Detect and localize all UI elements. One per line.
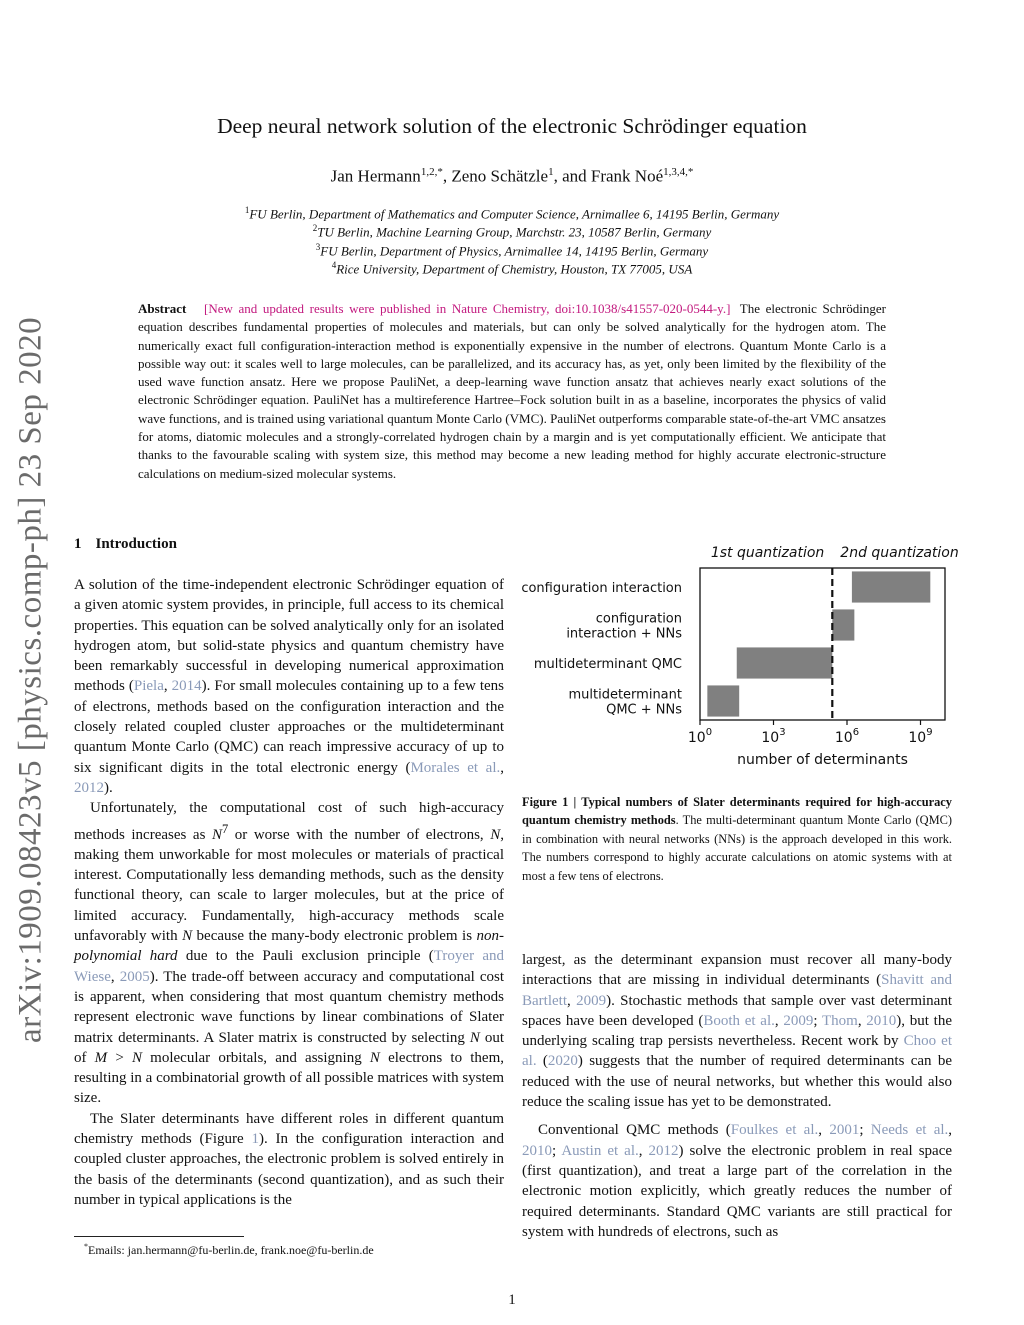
- citation-link[interactable]: Needs et al.: [870, 1122, 949, 1139]
- affiliation-2: [0, 223, 1024, 240]
- footnote-mark: *: [84, 1242, 88, 1251]
- citation-link[interactable]: 2005: [119, 968, 150, 985]
- page-number: 1: [508, 1292, 516, 1308]
- section-heading: [74, 536, 177, 553]
- paper-title: Deep neural network solution of the electronic Schrödinger equation: [217, 114, 807, 138]
- affiliation-2-text: TU Berlin, Machine Learning Group, Marchstr. 23, 10587 Berlin, Germany: [317, 224, 712, 240]
- x-tick-label: $10^3$: [761, 727, 786, 746]
- text-run: out of: [74, 1029, 504, 1066]
- text-run: electrons to them, resulting in a combinatorial growth of all possible matrices with system size.: [74, 1049, 504, 1107]
- italic-text: N: [131, 1049, 142, 1066]
- text-run: ;: [552, 1142, 562, 1159]
- section-title: Introduction: [95, 536, 177, 552]
- category-label: QMC + NNs: [606, 702, 682, 718]
- citation-link[interactable]: 2020: [547, 1053, 578, 1070]
- left-column: [74, 575, 504, 1210]
- italic-text: N: [182, 928, 193, 945]
- text-run: Unfortunately, the computational cost of such high-accuracy methods increases as: [74, 800, 504, 843]
- region-label-second: 2nd quantization: [840, 545, 959, 561]
- figure-1-caption: [522, 793, 952, 885]
- author-2-sep: , and: [553, 166, 591, 186]
- author-3-sup: 1,3,4,*: [663, 166, 694, 178]
- region-label-first: 1st quantization: [710, 545, 825, 561]
- italic-text: N: [369, 1049, 380, 1066]
- chart-layer: [521, 545, 958, 768]
- text-run: , making them unworkable for most molecules or materials of practical interest. Computationally less demanding methods, such as the density functional theory, can scale to larger molecules, but at the price of limited accuracy. Fundamentally, high-accuracy methods scale unfavorably with: [74, 826, 504, 945]
- affiliation-3-text: FU Berlin, Department of Physics, Arnimallee 14, 14195 Berlin, Germany: [320, 243, 709, 259]
- text-run: ,: [163, 678, 172, 695]
- footnote-text: Emails: jan.hermann@fu-berlin.de, frank.noe@fu-berlin.de: [88, 1243, 374, 1257]
- publication-note-link[interactable]: [New and updated results were published in Nature Chemistry, doi:10.1038/s41557-020-0544-y.]: [204, 301, 731, 316]
- abstract: [138, 300, 886, 483]
- category-label: multideterminant: [568, 687, 682, 703]
- text-run: (: [536, 1053, 548, 1070]
- text-run: ) solve the electronic problem in real space (first quantization), and treat a large part of the correlation in the electronic motion explicitly, which greatly reduces the number of required determinants. Standard QMC variants are still practical for system with hundreds of electrons, such as: [522, 1142, 953, 1240]
- citation-link[interactable]: Foulkes et al.: [730, 1122, 819, 1139]
- text-run: ,: [857, 1012, 867, 1029]
- right-paragraph-2: [522, 1120, 952, 1242]
- citation-link[interactable]: 2009: [576, 992, 607, 1009]
- chart-bar: [707, 685, 739, 716]
- text-run: ). The trade-off between accuracy and computational cost is apparent, when considering that most quantum chemistry methods represent electronic wave functions by linear combinations of Slater matrix determinants. A Slater matrix is constructed by selecting: [74, 968, 505, 1046]
- italic-text: M: [94, 1049, 108, 1066]
- affiliation-4: [0, 260, 1024, 277]
- author-2-sup: 1: [548, 166, 554, 178]
- chart-bar: [852, 571, 930, 602]
- author-2-name: Zeno Schätzle: [451, 166, 549, 186]
- affiliation-1-text: FU Berlin, Department of Mathematics and Computer Science, Arnimallee 6, 14195 Berlin, Germany: [249, 206, 780, 222]
- text-run: >: [107, 1049, 132, 1066]
- text-run: ,: [818, 1122, 830, 1139]
- intro-paragraph-3: [74, 1109, 504, 1210]
- category-label: multideterminant QMC: [533, 657, 682, 672]
- citation-link[interactable]: 2012: [648, 1142, 679, 1159]
- citation-link[interactable]: Piela: [133, 678, 164, 695]
- text-run: ). In the configuration interaction and coupled cluster approaches, the electronic problem is solved entirely in the basis of the determinants (second quantization), and as such their number in typical applications is the: [74, 1131, 505, 1208]
- citation-link[interactable]: 2010: [866, 1012, 897, 1029]
- italic-text: N: [490, 826, 501, 843]
- citation-link[interactable]: 2001: [829, 1122, 860, 1139]
- intro-paragraph-2: [74, 798, 504, 1108]
- chart-bar: [832, 609, 854, 640]
- text-run: ) suggests that the number of required determinants can be reduced with the use of neural networks, but whether this would also reduce the scaling issue has yet to be demonstrated.: [522, 1053, 953, 1111]
- text-run: ).: [104, 779, 113, 796]
- citation-link[interactable]: 2009: [783, 1012, 814, 1029]
- text-run: ,: [638, 1142, 649, 1159]
- affiliation-4-sup: 4: [331, 260, 337, 270]
- affiliation-2-sup: 2: [312, 223, 318, 233]
- text-run: ). Stochastic methods that sample over vast determinant spaces have been developed (: [522, 992, 952, 1029]
- text-run: molecular orbitals, and assigning: [142, 1049, 370, 1066]
- citation-link[interactable]: 2014: [171, 678, 202, 695]
- text-run: largest, as the determinant expansion must recover all many-body interactions that are missing in individual determinants (: [522, 952, 952, 989]
- chart-bar: [737, 647, 833, 678]
- author-list: [0, 166, 1024, 187]
- caption-label: Figure 1 | Typical numbers of Slater determinants required for high-accuracy quantum chemistry methods: [522, 795, 952, 828]
- citation-link[interactable]: Morales et al.: [410, 759, 501, 776]
- caption-text: . The multi-determinant quantum Monte Carlo (QMC) in combination with neural networks (NNs) is the approach developed in this work. The numbers correspond to highly accurate calculations on atomic systems with at most a few tens of electrons.: [522, 813, 952, 883]
- affiliation-1: [0, 205, 1024, 222]
- category-label: interaction + NNs: [566, 626, 682, 642]
- author-1-sup: 1,2,*: [420, 166, 443, 178]
- right-paragraph-1: [522, 950, 952, 1112]
- citation-link[interactable]: 2010: [522, 1142, 552, 1159]
- section-number: 1: [74, 536, 82, 552]
- affiliation-1-sup: 1: [244, 205, 250, 215]
- italic-text: non-polynomial hard: [74, 928, 504, 965]
- intro-paragraph-1: [74, 575, 504, 798]
- category-label: configuration: [595, 611, 682, 627]
- footnote-rule: [74, 1236, 244, 1237]
- text-run: ,: [948, 1122, 953, 1139]
- text-run: ). For small molecules containing up to a few tens of electrons, methods based on the configuration interaction and the closely related coupled cluster approaches or the multideterminant quantum Monte Carlo (QMC) can reach impressive accuracy of up to six significant digits in the total electronic energy (: [74, 678, 505, 776]
- citation-link[interactable]: 2012: [74, 779, 104, 796]
- italic-text: N: [211, 826, 222, 843]
- text-run: because the many-body electronic problem is: [192, 928, 477, 945]
- citation-link[interactable]: Booth et al.: [703, 1012, 775, 1029]
- right-column: [522, 950, 952, 1242]
- text-run: Conventional QMC methods (: [538, 1122, 731, 1139]
- author-3-name: Frank Noé: [590, 166, 664, 186]
- text-run: ,: [774, 1012, 784, 1029]
- x-tick-label: $10^9$: [908, 727, 933, 746]
- text-run: ,: [567, 992, 577, 1009]
- affiliation-3: [0, 242, 1024, 259]
- text-run: ;: [859, 1122, 871, 1139]
- citation-link[interactable]: Austin et al.: [561, 1142, 639, 1159]
- author-1-sep: ,: [442, 166, 452, 186]
- text-run: A solution of the time-independent electronic Schrödinger equation of a given atomic system provides, in principle, full access to its chemical properties. This equation can be solved analytically only for an isolated hydrogen atom, but solid-state physics and quantum chemistry have been remarkably successful in developing numerical approximation methods (: [74, 577, 504, 695]
- text-run: ,: [110, 968, 120, 985]
- text-run: ,: [500, 759, 504, 776]
- citation-link[interactable]: Choo et al.: [522, 1033, 952, 1070]
- x-tick-label: $10^0$: [687, 727, 713, 746]
- superscript: 7: [221, 821, 229, 836]
- arxiv-identifier: arXiv:1909.08423v5 [physics.comp-ph] 23 Sep 2020: [12, 316, 49, 1044]
- x-tick-label: $10^6$: [834, 727, 860, 746]
- affiliation-4-text: Rice University, Department of Chemistry, Houston, TX 77005, USA: [336, 261, 693, 277]
- footnote: [74, 1242, 374, 1258]
- text-run: due to the Pauli exclusion principle (: [177, 948, 434, 965]
- citation-link[interactable]: Shavitt and Bartlett: [522, 972, 952, 1009]
- text-run: The Slater determinants have different roles in different quantum chemistry methods (Figure: [74, 1110, 504, 1148]
- author-1-name: Jan Hermann: [330, 166, 421, 186]
- citation-link[interactable]: Troyer and Wiese: [74, 948, 504, 985]
- citation-link[interactable]: 1: [251, 1131, 259, 1148]
- category-label: configuration interaction: [521, 581, 682, 596]
- italic-text: N: [469, 1029, 480, 1046]
- affiliation-3-sup: 3: [315, 242, 321, 252]
- abstract-text: The electronic Schrödinger equation describes fundamental properties of molecules and materials, but can only be solved analytically for the hydrogen atom. The numerically exact full configuration-interaction method is exponentially expensive in the number of electrons. Quantum Monte Carlo is a possible way out: it scales well to large molecules, can be parallelized, and its accuracy has, as yet, only been limited by the flexibility of the used wave function ansatz. Here we propose PauliNet, a deep-learning wave function ansatz that achieves nearly exact solutions of the electronic Schrödinger equation. PauliNet has a multireference Hartree–Fock solution built in as a baseline, incorporates the physics of valid wave functions, and is trained using variational quantum Monte Carlo (VMC). PauliNet outperforms comparable state-of-the-art VMC ansatzes for atoms, diatomic molecules and a strongly-correlated hydrogen chain by a margin and is yet computationally efficient. We anticipate that thanks to the favourable scaling with system size, this method may become a new leading method for highly accurate electronic-structure calculations on medium-sized molecular systems.: [138, 301, 887, 481]
- text-run: ), but the underlying scaling trap persists nevertheless. Recent work by: [522, 1012, 952, 1050]
- text-run: ;: [813, 1012, 822, 1029]
- citation-link[interactable]: Thom: [821, 1012, 858, 1029]
- abstract-label: Abstract: [138, 301, 187, 316]
- text-run: or worse with the number of electrons,: [228, 826, 491, 843]
- figure-1-chart: [520, 538, 960, 770]
- x-axis-label: number of determinants: [737, 752, 908, 768]
